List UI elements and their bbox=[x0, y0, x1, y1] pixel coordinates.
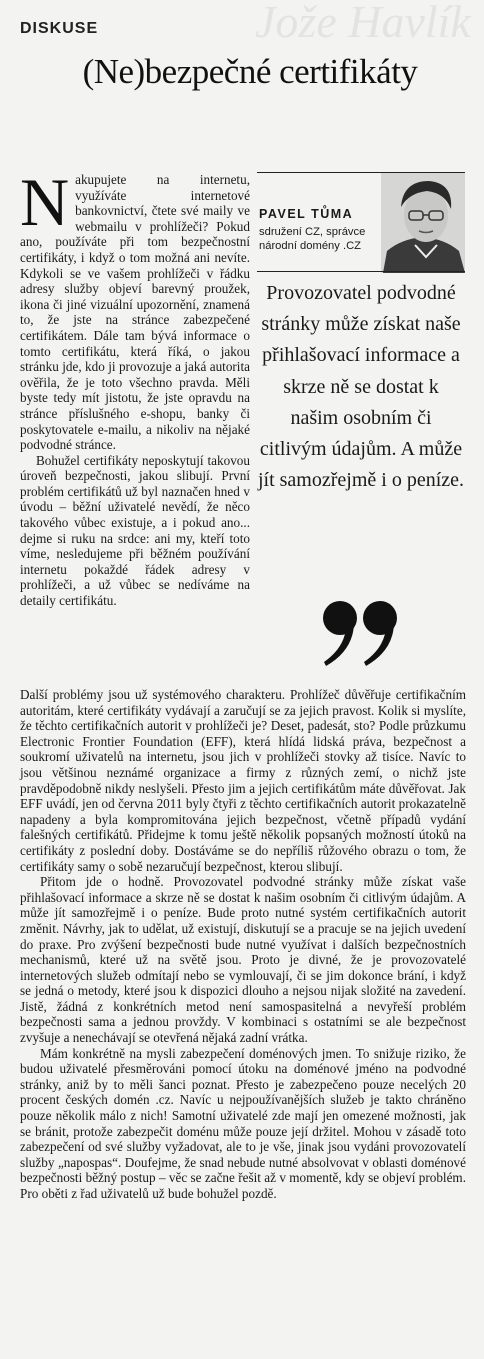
paragraph-4: Mám konkrétně na mysli zabezpečení doménových jmen. To snižuje riziko, že budou uživatelé přesměrováni pomocí útoku na doménové jméno na podvodné stránky, aniž by to měli šanci poznat. Přesto je zabezpečeno pouze necelých 20 procent českých domén .cz. Navíc u nejpoužívanějších služeb je takto chráněno pouze několik málo z nich! Samotní uživatelé zde mají jen omezené možnosti, jak se bránit, protože zabezpečit doménu může pouze její držitel. Mohou v zásadě toto zabezpečení od své služby vyžadovat, ale to je vše, jinak jsou vydáni provozovatelí služby „napospas“. Doufejme, že snad nebude nutné absolvovat v oblasti doménové bezpečnosti běžný postup – věc se začne řešit až v momentě, kdy se objeví problém. Pro oběti z řad uživatelů už bude bohužel pozdě. bbox=[20, 1045, 466, 1201]
author-name: PAVEL TŮMA bbox=[259, 207, 354, 221]
closing-quote-icon bbox=[320, 598, 402, 670]
section-label: DISKUSE bbox=[20, 20, 99, 37]
author-box-bottom-rule bbox=[257, 271, 465, 272]
paragraph-2: Bohužel certifikáty neposkytují takovou úroveň bezpečnosti, jakou slibují. První problém certifikátů už byl naznačen hned v úvodu – běžní uživatelé nevědí, že něco takového vůbec existuje, a i pokud ano... dejme si ruku na srdce: ani my, kteří toto víme, nesledujeme při běžném používání internetu pokaždé řádek adresy v prohlížeči, a už vůbec se nedíváme na detaily certifikátu. bbox=[20, 452, 250, 609]
author-photo bbox=[381, 173, 465, 273]
author-box bbox=[257, 172, 465, 273]
paragraph-2-continued: Další problémy jsou už systémového charakteru. Prohlížeč důvěřuje certifikačním autoritám, které certifikáty vydávají a zaručují se za jejich pravost. Kolik si myslíte, že těchto certifikačních autorit v prohlížeči je? Deset, padesát, sto? Podle průzkumu Electronic Frontier Foundation (EFF), která hlídá lidská práva, bezpečnost a soukromí uživatelů na internetu, jsou jich v prohlížeči stovky až tisíce. Navíc to jsou většinou neznámé organizace a firmy z různých zemí, o nichž jste pravděpodobně nikdy neslyšeli. Přesto jim a jejich certifikátům máte důvěřovat. Jak EFF uvádí, jen od června 2011 byly čtyři z těchto certifikačních autorit prokazatelně napadeny a byla kompromitována jejich bezpečnost, včetně případů vydání falešných certifikátů. Přidejme k tomu ještě několik popsaných možností útoků na certifikáty z poslední doby. Dostáváme se do nepříliš růžového obrazu o tom, že certifikáty samy o sobě nezaručují bezpečnost, kterou slibují. bbox=[20, 687, 466, 874]
article-intro-column bbox=[20, 164, 250, 609]
paragraph-3: Přitom jde o hodně. Provozovatel podvodné stránky může získat vaše přihlašovací informace a skrze ně se dostat k našim osobním či citlivým údajům. A může jít samozřejmě i o peníze. Bude proto nutné systém certifikačních autorit změnit. Návrhy, jak to udělat, už existují, diskutují se a pracuje se na jejich uvedení do praxe. Pro zvýšení bezpečnosti bude nutné využívat i dalších bezpečnostních mechanismů, které už na světě jsou. Proto je divné, že je provozovatelé internetových služeb odmítají nebo se vymlouvají, či se jim dokonce brání, i když se jedná o metody, které jsou k dispozici dlouho a nejsou nijak složité na zavedení. Jistě, žádná z konkrétních metod není samospasitelná a nevyřeší problém bezpečnosti sama a jednou provždy. V kombinaci s ostatními se ale bezpečnost zvyšuje a nenechávají se otevřená nějaká zadní vrátka. bbox=[20, 874, 466, 1046]
author-role: sdružení CZ, správce národní domény .CZ bbox=[259, 226, 366, 252]
article-headline: (Ne)bezpečné certifikáty bbox=[82, 52, 418, 91]
paragraph-1-text: akupujete na internetu, využíváte internetové bankovnictví, čtete své maily ve webmailu v prohlížeči? Pokud ano, používáte při tom bezpečnostní certifikáty, i když o tom možná ani nevíte. Kdykoli se ve vašem prohlížeči v řádku adresy služby objeví barevný proužek, ikona či jiné vizuální upozornění, znamená to, že jste na stránce zabezpečené certifikátem. Dále tam bývá informace o tomto certifikátu, která říká, o jakou stránku jde, kdo ji provozuje a jaká autorita ověřila, že je toto všechno pravda. Měli byste tedy mít jistotu, že jste opravdu na stránce příslušného e-shopu, banky či poskytovatele e-mailu, a nikoliv na nějaké podvodné stránce. bbox=[20, 172, 250, 453]
article-main-column bbox=[20, 687, 466, 1202]
background-header-text: Jože Havlík bbox=[255, 0, 471, 47]
intro-paragraph bbox=[20, 164, 250, 453]
drop-cap: N bbox=[20, 164, 70, 240]
author-portrait-icon bbox=[381, 173, 465, 273]
pull-quote: Provozovatel podvodné stránky může získat naše přihlašovací informace a skrze ně se dostat k našim osobním či citlivým údajům. A může jít samozřejmě i o peníze. bbox=[257, 282, 465, 492]
